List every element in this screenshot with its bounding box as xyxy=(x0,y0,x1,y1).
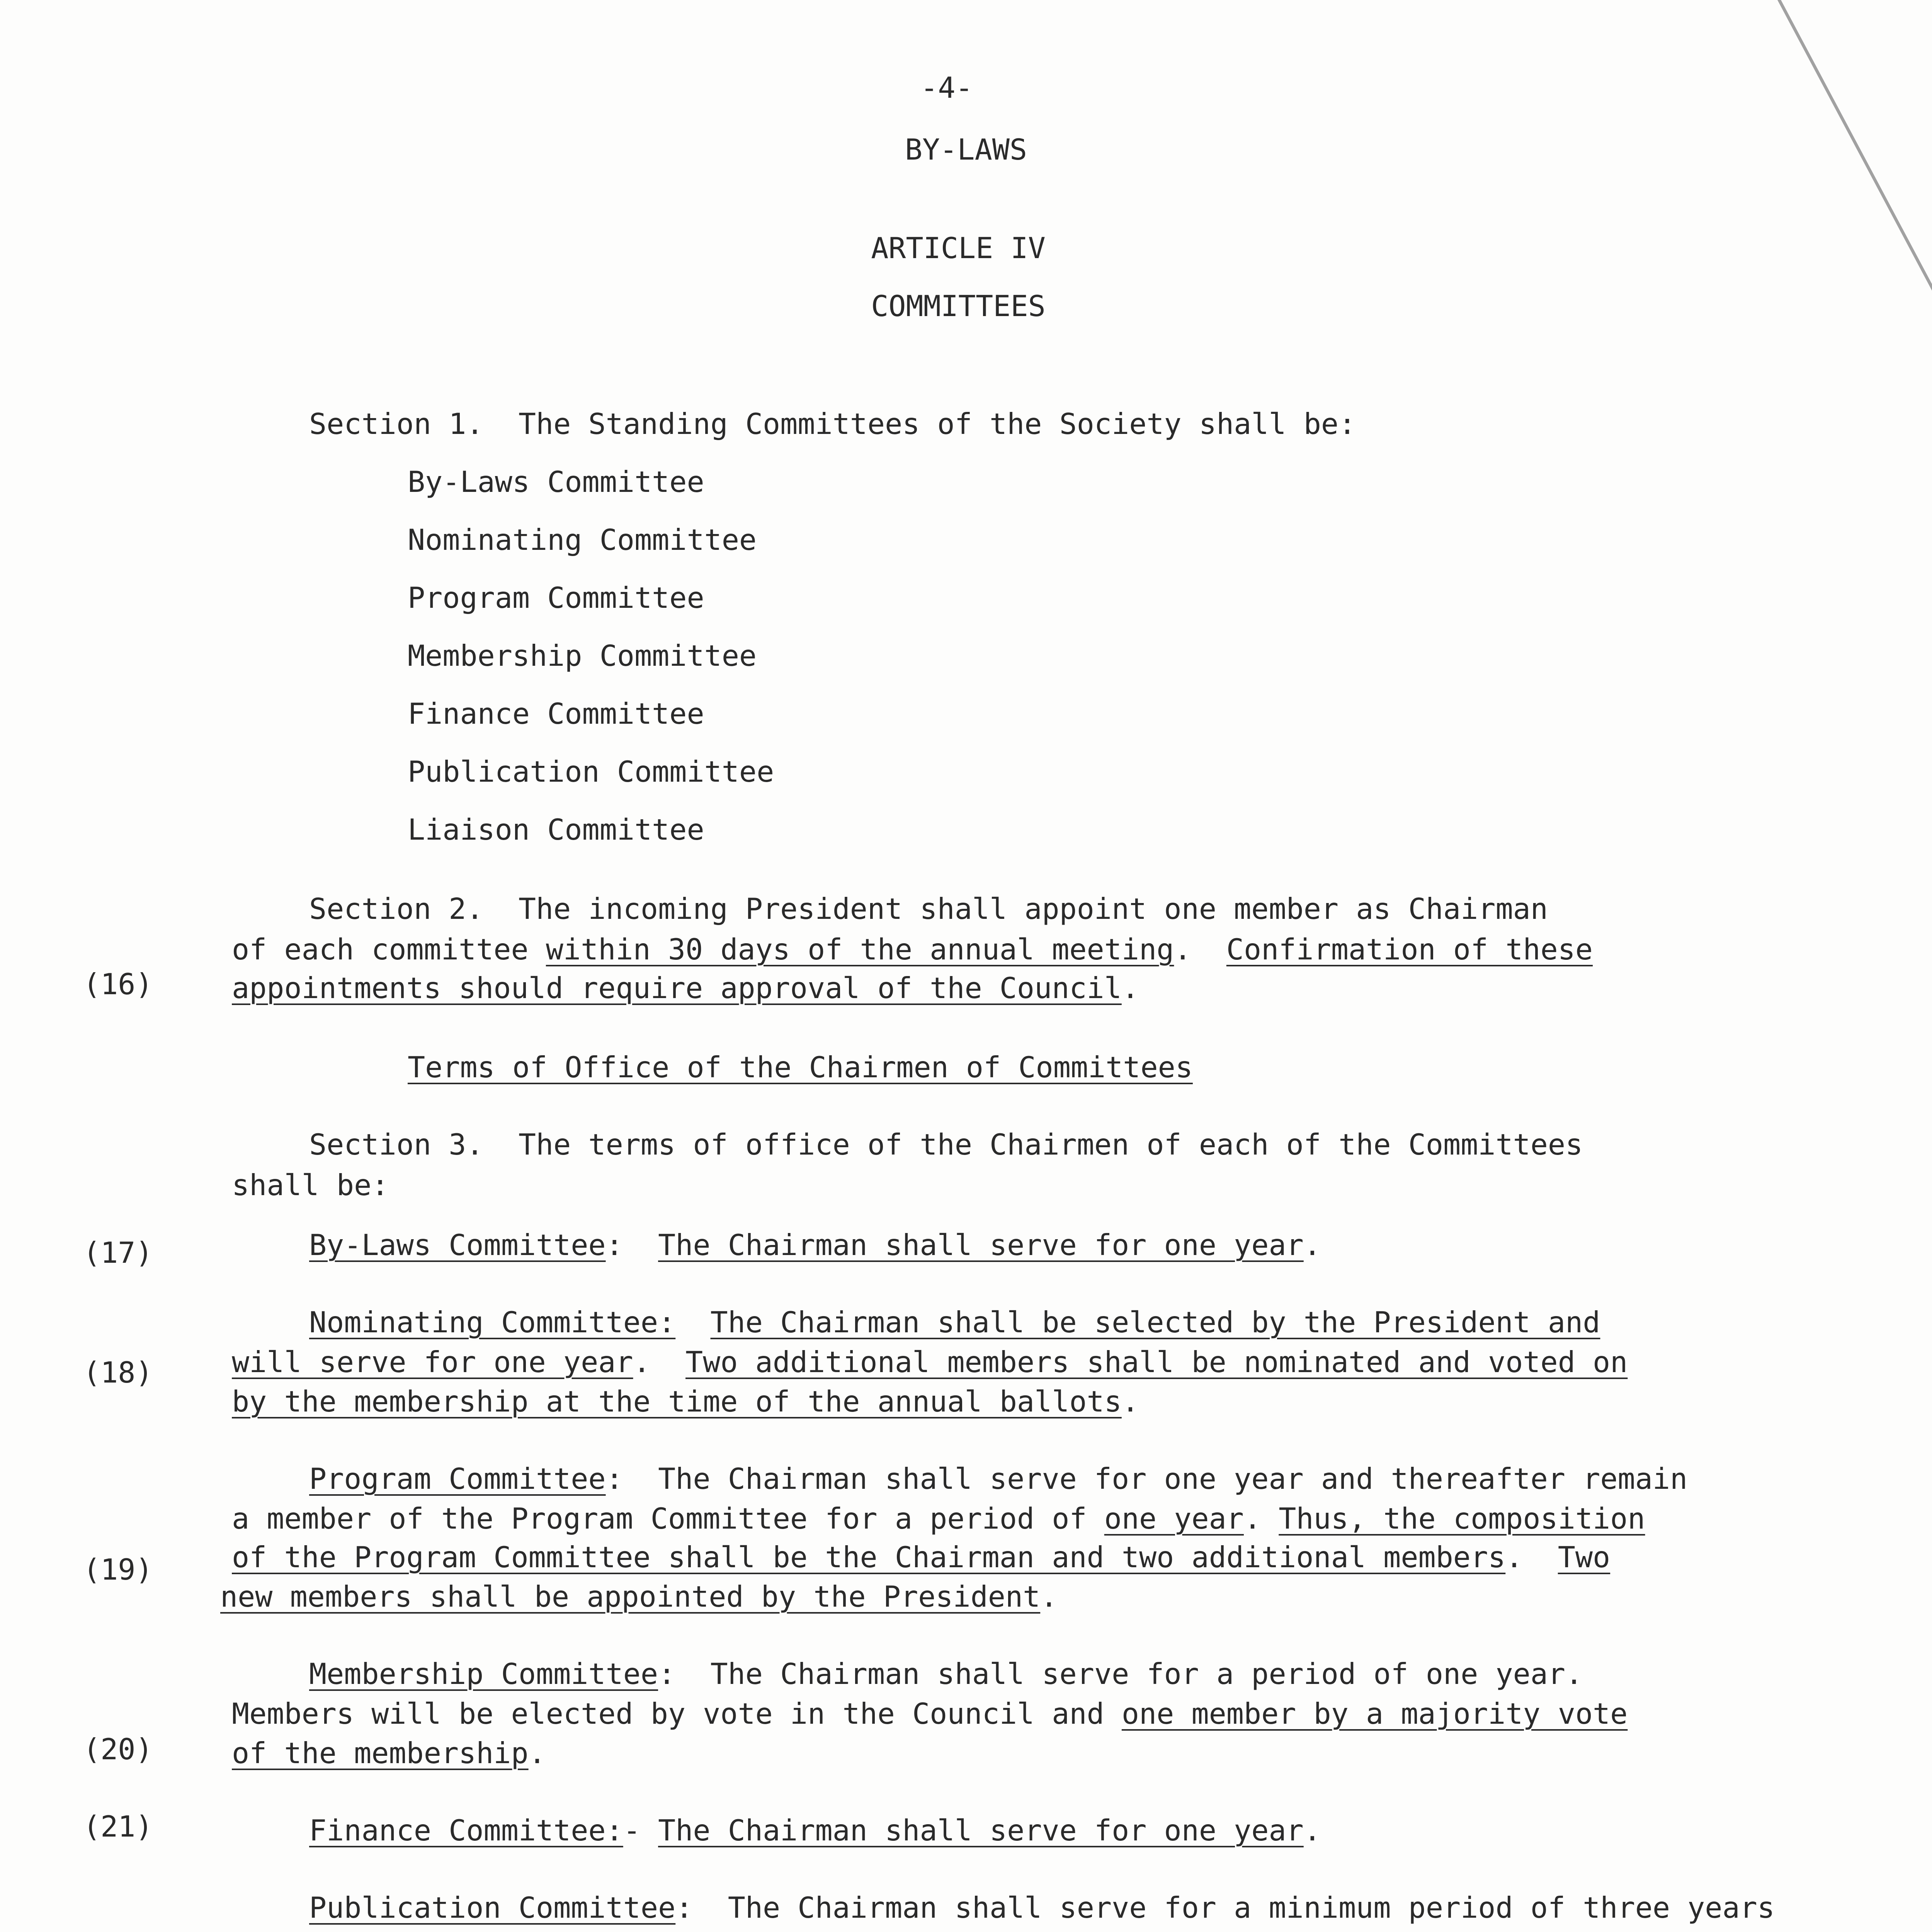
margin-note-17: (17) xyxy=(83,1236,153,1270)
terms-heading: Terms of Office of the Chairmen of Committees xyxy=(408,1050,1193,1084)
program-committee-term-line-3: of the Program Committee shall be the Chairman and two additional members. Two xyxy=(232,1540,1611,1574)
membership-committee-term-line-2: Members will be elected by vote in the Council and one member by a majority vote xyxy=(232,1697,1628,1731)
membership-committee-term-line-1: Membership Committee: The Chairman shall serve for a period of one year. xyxy=(309,1657,1583,1691)
publication-committee-term: Publication Committee: The Chairman shall serve for a minimum period of three years xyxy=(309,1891,1775,1925)
section-3-line-1: Section 3. The terms of office of the Chairmen of each of the Committees xyxy=(309,1128,1583,1162)
committee-list-item: Finance Committee xyxy=(408,697,704,731)
membership-committee-term-line-3: of the membership. xyxy=(232,1736,546,1770)
section-2-line-3: appointments should require approval of the Council. xyxy=(232,971,1139,1005)
finance-committee-term: Finance Committee:- The Chairman shall serve for one year. xyxy=(309,1813,1321,1847)
nominating-committee-term-line-3: by the membership at the time of the annual ballots. xyxy=(232,1384,1139,1418)
committee-list-item: Nominating Committee xyxy=(408,523,757,557)
section-3-line-2: shall be: xyxy=(232,1168,389,1202)
program-committee-term-line-1: Program Committee: The Chairman shall serve for one year and thereafter remain xyxy=(309,1462,1688,1496)
nominating-committee-term-line-2: will serve for one year. Two additional members shall be nominated and voted on xyxy=(232,1345,1628,1379)
margin-note-18: (18) xyxy=(83,1355,153,1389)
margin-note-19: (19) xyxy=(83,1553,153,1587)
program-committee-term-line-4: new members shall be appointed by the President. xyxy=(220,1580,1058,1614)
margin-note-16: (16) xyxy=(83,967,153,1001)
committee-list-item: Program Committee xyxy=(408,581,704,615)
article-number: ARTICLE IV xyxy=(871,231,1046,265)
committee-list-item: Membership Committee xyxy=(408,639,757,673)
section-2-line-2: of each committee within 30 days of the annual meeting. Confirmation of these xyxy=(232,932,1593,966)
nominating-committee-term-line-1: Nominating Committee: The Chairman shall be selected by the President and xyxy=(309,1305,1600,1339)
bylaws-committee-term: By-Laws Committee: The Chairman shall serve for one year. xyxy=(309,1228,1321,1262)
scan-scratch-mark xyxy=(1777,0,1932,358)
margin-note-20: (20) xyxy=(83,1732,153,1766)
margin-note-21: (21) xyxy=(83,1810,153,1844)
program-committee-term-line-2: a member of the Program Committee for a period of one year. Thus, the composition xyxy=(232,1502,1645,1536)
document-title: BY-LAWS xyxy=(905,133,1027,167)
article-title: COMMITTEES xyxy=(871,289,1046,323)
section-2-line-1: Section 2. The incoming President shall appoint one member as Chairman xyxy=(309,892,1548,926)
committee-list-item: Liaison Committee xyxy=(408,813,704,847)
committee-list-item: By-Laws Committee xyxy=(408,465,704,499)
page-number: -4- xyxy=(920,71,973,105)
committee-list-item: Publication Committee xyxy=(408,755,774,789)
section-1-intro: Section 1. The Standing Committees of the Society shall be: xyxy=(309,407,1356,441)
